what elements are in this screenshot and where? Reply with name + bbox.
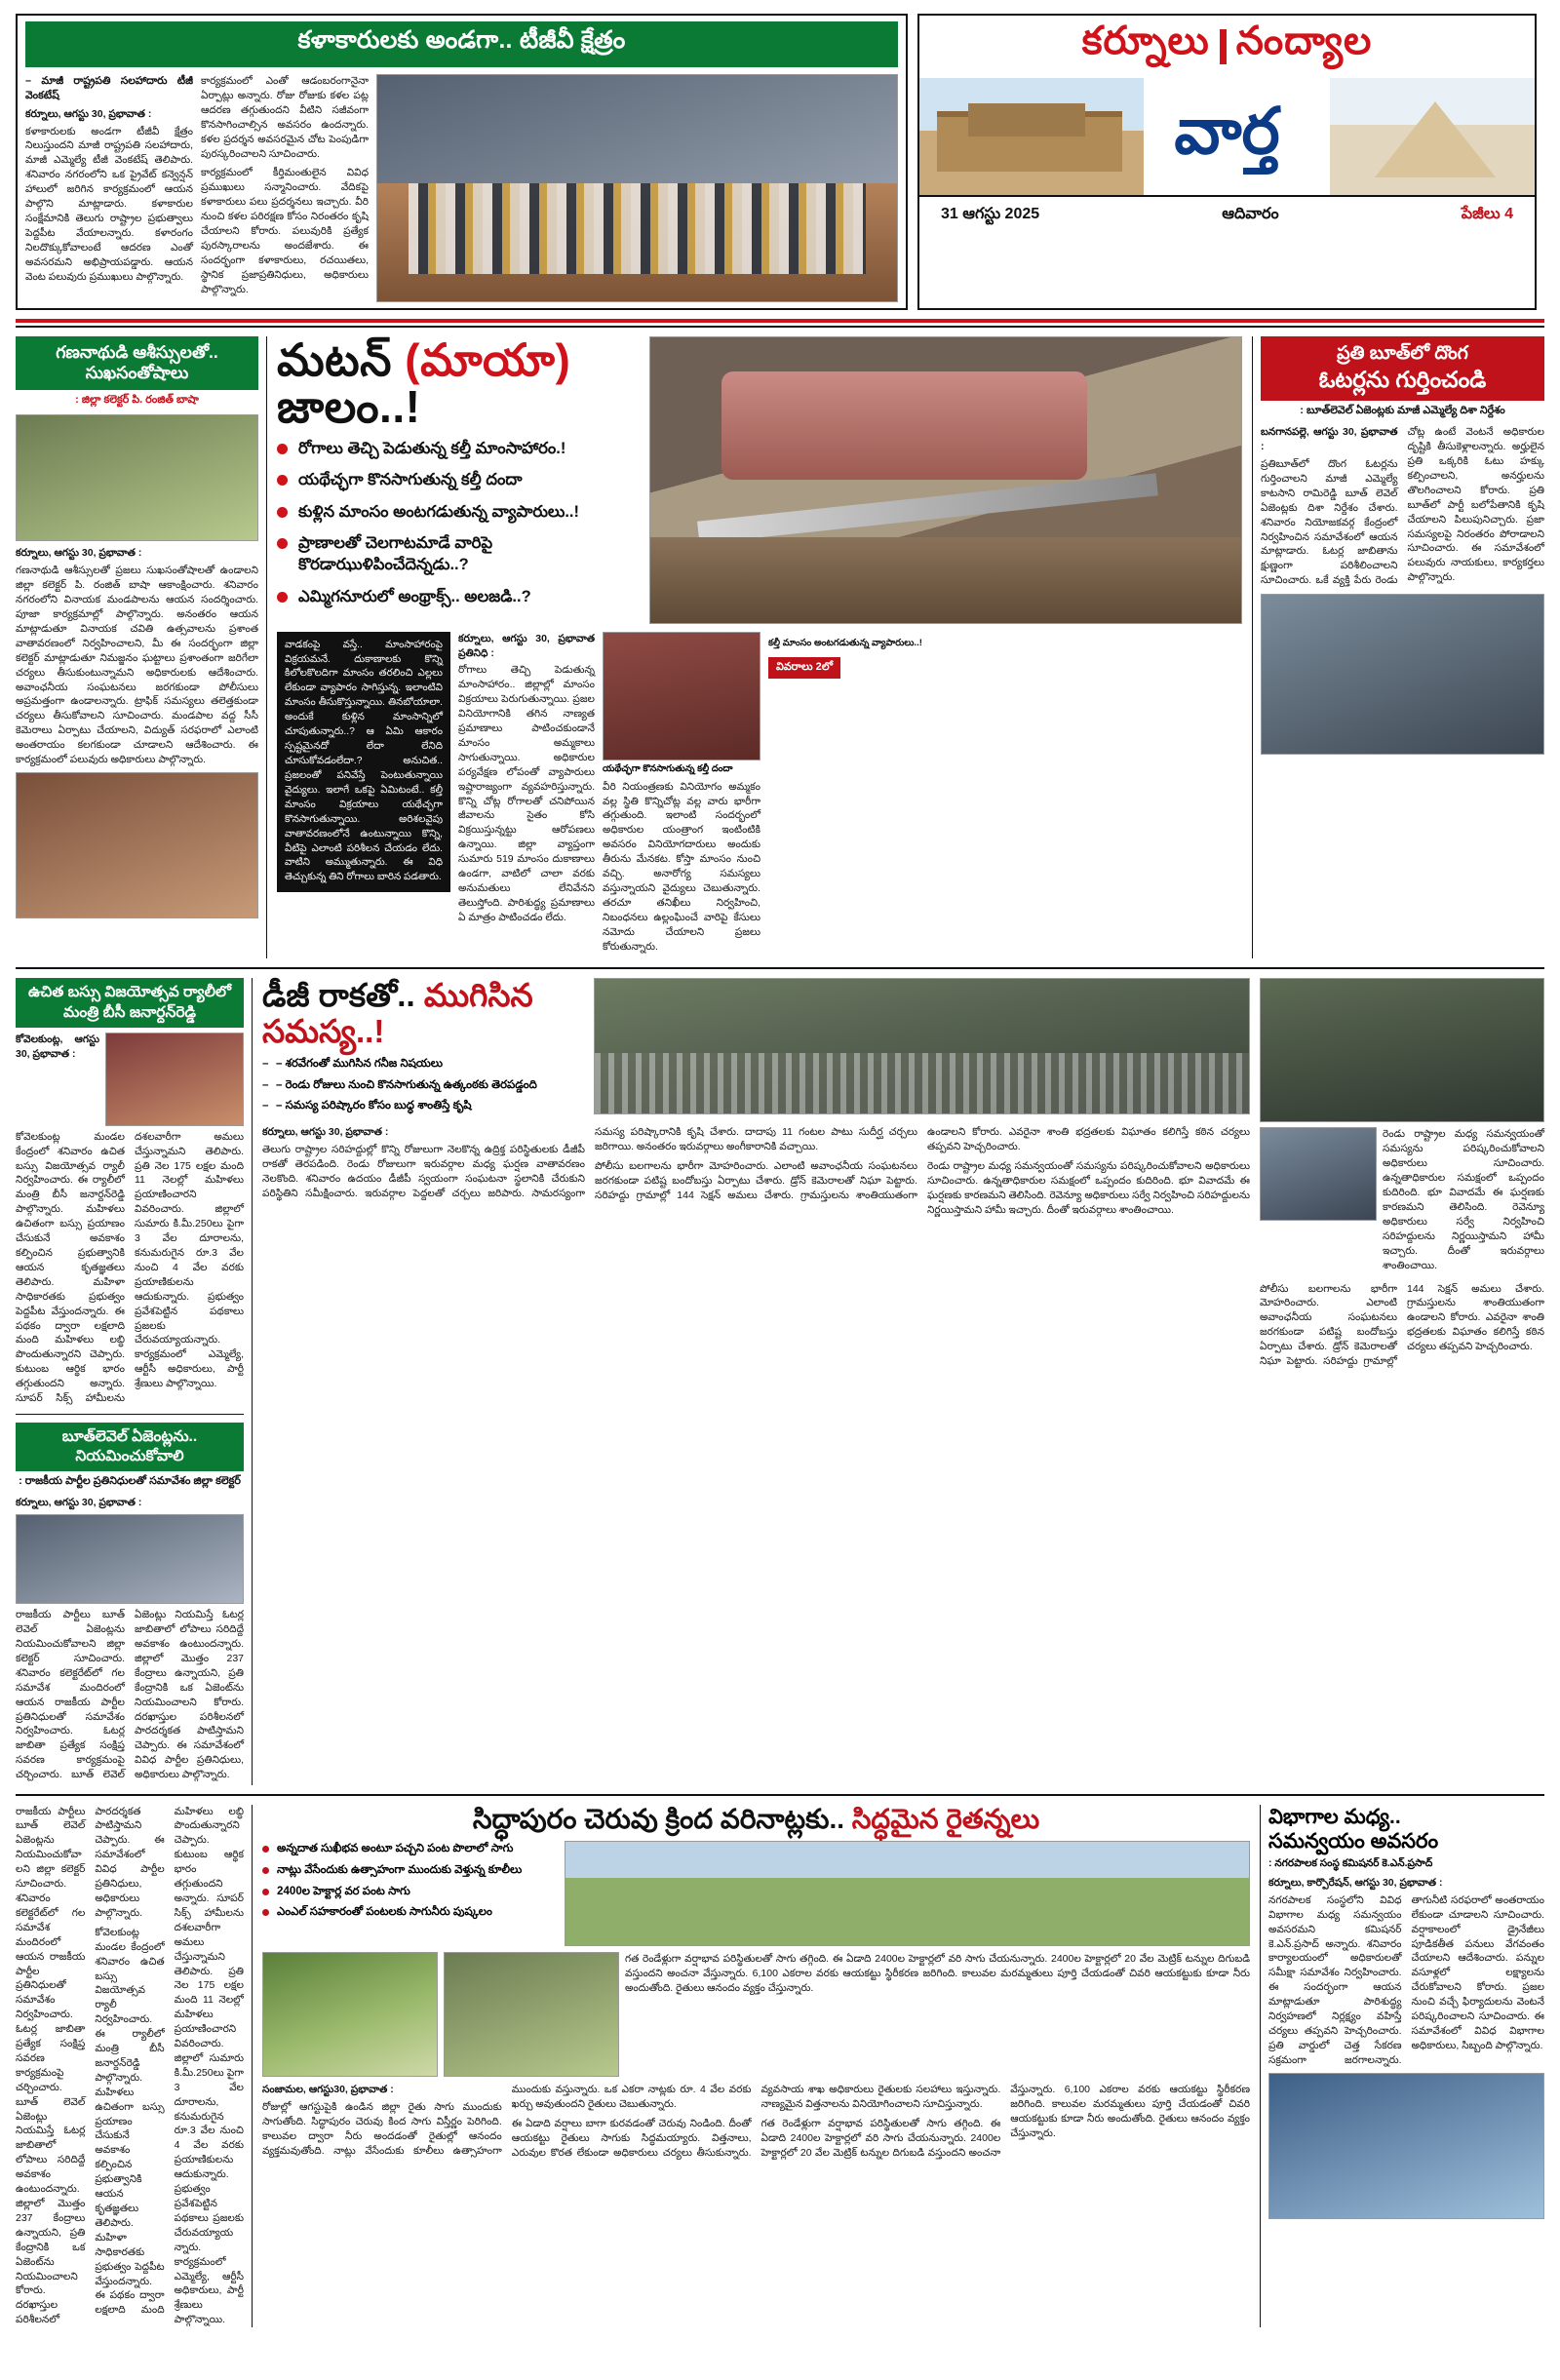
dgp-text-1: తెలుగు రాష్ట్రాల సరిహద్దుల్లో కొన్ని రోజులుగా నెలకొన్న ఉద్రిక్త పరిస్థితులకు డీజీపీ రాకతో తెరపడింది. రెండు రోజులుగా ఇరువర్గాల మధ్య ఘర్షణ వాతావరణం నెలకొంది. శనివారం ఉదయం డీజీపీ స్వయంగా సంఘటనా స్థలానికి చేరుకుని పరిస్థితిని సమీక్షించారు. ఇరువర్గాల పెద్దలతో చర్చలు జరిపారు. సామరస్యంగా సమస్య పరిష్కారానికి కృషి చేశారు. దాదాపు 11 గంటల పాటు సుదీర్ఘ చర్చలు జరిగాయి. అనంతరం ఇరువర్గాలు అంగీకారానికి వచ్చాయి. <box>262 1125 917 1199</box>
booth-meeting-photo <box>1261 594 1544 755</box>
bla-meeting-photo <box>16 1514 244 1604</box>
divider-black-3 <box>16 1794 1544 1796</box>
ganapati-dateline: కర్నూలు, ఆగస్టు 30, ప్రభావాత : <box>16 547 142 560</box>
mutton-main-story <box>277 333 1242 959</box>
mutton-hanging-photo <box>603 632 760 761</box>
ganapati-subhead: : జిల్లా కలెక్టర్ పి. రంజిత్ బాషా <box>75 394 199 407</box>
masthead-page-count: పేజీలు 4 <box>1461 206 1513 222</box>
coordination-text: నగరపాలక సంస్థలోని వివిధ విభాగాల మధ్య సమన్వయం అవసరమని కమిషనర్ కె.ఎన్.ప్రసాద్ అన్నారు. శనివారం కార్యాలయంలో అధికారులతో సమీక్షా సమావేశం నిర్వహించారు. ఈ సందర్భంగా ఆయన మాట్లాడుతూ పారిశుద్ధ్య నిర్వహణలో నిర్లక్ష్యం వహిస్తే చర్యలు తప్పవని హెచ్చరించారు. ప్రతి వార్డులో చెత్త సేకరణ సక్రమంగా జరగాలన్నారు. తాగునీటి సరఫరాలో అంతరాయం లేకుండా చూడాలని సూచించారు. వర్షాకాలంలో డ్రైనేజీలు పూడికతీత పనులు వేగవంతం చేయాలని ఆదేశించారు. పన్నుల వసూళ్లలో లక్ష్యాలను చేరుకోవాలని కోరారు. ప్రజల నుంచి వచ్చే ఫిర్యాదులను వెంటనే పరిష్కరించాలని సూచించారు. ఈ సమావేశంలో వివిధ విభాగాల అధికారులు, సిబ్బంది పాల్గొన్నారు. <box>1268 1893 1544 2066</box>
top-story-column-2 <box>201 74 369 302</box>
masthead-edition-left: కర్నూలు <box>1081 20 1210 62</box>
free-bus-rally-photo <box>105 1033 244 1126</box>
section-mutton <box>16 333 1544 959</box>
paddy-bullet-3: 2400ల హెక్టార్ల వర పంట సాగు <box>262 1884 555 1899</box>
mutton-headline <box>277 333 640 432</box>
free-bus-text: కోవెలకుంట్ల మండల కేంద్రంలో శనివారం ఉచిత బస్సు విజయోత్సవ ర్యాలీ నిర్వహించారు. ఈ ర్యాలీలో మంత్రి బీసీ జనార్దన్‌రెడ్డి పాల్గొన్నారు. మహిళలు ఉచితంగా బస్సు ప్రయాణం చేసుకునే అవకాశం కల్పించిన ప్రభుత్వానికి ఆయన కృతజ్ఞతలు తెలిపారు. మహిళా సాధికారతకు ప్రభుత్వం పెద్దపీట వేస్తుందన్నారు. ఈ పథకం ద్వారా లక్షలాది మంది మహిళలు లబ్ధి పొందుతున్నారని చెప్పారు. కుటుంబ ఆర్థిక భారం తగ్గుతుందని అన్నారు. సూపర్ సిక్స్ హామీలను దశలవారీగా అమలు చేస్తున్నామని తెలిపారు. ప్రతి నెల 175 లక్షల మంది 11 నెలల్లో మహిళలు ప్రయాణించారని వివరించారు. జిల్లాలో సుమారు కి.మీ.250లు పైగా 3 వేల దూరాలను, కనుమరుగైన రూ.3 వేల నుంచి 4 వేల వరకు ప్రయాణికులను ఆదుకున్నారు. ప్రభుత్వం ప్రవేశపెట్టిన పథకాలు ప్రజలకు చేరువయ్యాయన్నారు. కార్యక్రమంలో ఎమ్మెల్యే, ఆర్టీసీ అధికారులు, పార్టీ శ్రేణులు పాల్గొన్నాయి. <box>16 1130 244 1405</box>
divider-red <box>16 319 1544 323</box>
top-story-text-2: కార్యక్రమంలో ఎంతో ఆడంబరంగానైనా ఏర్పాట్లు అన్నారు. రోజు రోజుకు కళల పట్ల ఆదరణ తగ్గుతుందని వీటిని సజీవంగా కొనసాగించాల్సిన అవసరం ఉందన్నారు. కళల ప్రదర్శన అవసరమైన చోట పెంపుడిగా పురస్కరించాలని సూచించారు. <box>201 75 369 160</box>
mutton-bullet-list <box>277 438 640 607</box>
booth-dateline: బనగానపల్లె, ఆగస్టు 30, ప్రభావాత : <box>1261 426 1398 453</box>
mutton-photo-caption-a: యథేచ్ఛగా కొనసాగుతున్న కల్తీ దందా <box>603 762 733 774</box>
booth-text: ప్రతిబూత్‌లో దొంగ ఓటర్లను గుర్తించాలని మాజీ ఎమ్మెల్యే కాటసాని రామిరెడ్డి బూత్ లెవెల్ ఏజెంట్లకు దిశా నిర్దేశం చేశారు. శనివారం నియోజకవర్గ కేంద్రంలో నిర్వహించిన సమావేశంలో ఆయన మాట్లాడారు. ఓటర్ల జాబితాను క్షుణ్ణంగా పరిశీలించాలని సూచించారు. ఒకే వ్యక్తి పేరు రెండు చోట్ల ఉంటే వెంటనే అధికారుల దృష్టికి తీసుకెళ్లాలన్నారు. అర్హులైన ప్రతి ఒక్కరికి ఓటు హక్కు కల్పించాలని, అనర్హులను తొలగించాలని కోరారు. ప్రతి బూత్‌లో పార్టీ బలోపేతానికి కృషి చేయాలని పిలుపునిచ్చారు. ప్రజా సమస్యలపై నిరంతరం పోరాడాలని సూచించారు. ఈ సమావేశంలో పలువురు నాయకులు, కార్యకర్తలు పాల్గొన్నారు. <box>1261 426 1544 587</box>
dgp-dateline: కర్నూలు, ఆగస్టు 30, ప్రభావాత : <box>262 1125 389 1138</box>
ganapati-photo-2 <box>16 772 258 918</box>
dgp-story <box>262 978 1250 1784</box>
bla-text: రాజకీయ పార్టీలు బూత్ లెవెల్ ఏజెంట్లను నియమించుకోవాలని జిల్లా కలెక్టర్ సూచించారు. శనివారం కలెక్టరేట్‌లో గల సమావేశ మందిరంలో ఆయన రాజకీయ పార్టీల ప్రతినిధులతో సమావేశం నిర్వహించారు. ఓటర్ల జాబితా ప్రత్యేక సంక్షిప్త సవరణ కార్యక్రమంపై చర్చించారు. బూత్ లెవెల్ ఏజెంట్లు నియమిస్తే ఓటర్ల జాబితాలో లోపాలు సరిదిద్దే అవకాశం ఉంటుందన్నారు. జిల్లాలో మొత్తం 237 కేంద్రాలు ఉన్నాయని, ప్రతి కేంద్రానికి ఒక ఏజెంట్‌ను నియమించాలని కోరారు. దరఖాస్తుల పరిశీలనలో పారదర్శకత పాటిస్తామని చెప్పారు. ఈ సమావేశంలో వివిధ పార్టీల ప్రతినిధులు, అధికారులు పాల్గొన్నారు. <box>16 1609 244 1781</box>
paddy-headline-b: సిద్ధమైన రైతన్నలు <box>851 1803 1040 1834</box>
masthead-day: ఆదివారం <box>1222 206 1279 222</box>
coordination-photo <box>1268 2073 1544 2219</box>
top-story-dateline: కర్నూలు, ఆగస్టు 30, ప్రభావాత : <box>25 107 152 120</box>
mutton-blackbox <box>277 632 450 893</box>
bla-subhead: : రాజకీయ పార్టీల ప్రతినిధులతో సమావేశం జిల్లా కలెక్టర్ <box>19 1475 241 1488</box>
paddy-bullet-4: ఎంఎల్ సహకారంతో పంటలకు సాగునీరు పుష్కలం <box>262 1904 555 1920</box>
paddy-bullet-list <box>262 1841 555 1920</box>
mutton-headline-c: జాలం..! <box>277 380 421 432</box>
bla-dateline: కర్నూలు, ఆగస్టు 30, ప్రభావాత : <box>16 1497 142 1509</box>
free-bus-headline <box>16 978 244 1027</box>
bla-headline-b: నియమించుకోవాలి <box>75 1448 184 1465</box>
dgp-text-3: రెండు రాష్ట్రాల మధ్య సమన్వయంతో సమస్యను పరిష్కరించుకోవాలని అధికారులు సూచించారు. ఉన్నతాధికారుల సమక్షంలో ఒప్పందం కుదిరింది. భూ వివాదమే ఈ ఘర్షణకు కారణమని తెలిసింది. రెవెన్యూ అధికారులు సర్వే నిర్వహించి సరిహద్దులను నిర్ణయిస్తామని హామీ ఇచ్చారు. దీంతో ఇరువర్గాలు శాంతించాయి. <box>927 1159 1250 1216</box>
top-banner-row <box>16 14 1544 310</box>
top-story-headline: కళాకారులకు అండగా.. టీజీవీ క్షేత్రం <box>25 21 898 67</box>
dgp-side-text: రెండు రాష్ట్రాల మధ్య సమన్వయంతో సమస్యను పరిష్కరించుకోవాలని అధికారులు సూచించారు. ఉన్నతాధికారుల సమక్షంలో ఒప్పందం కుదిరింది. భూ వివాదమే ఈ ఘర్షణకు కారణమని తెలిసింది. రెవెన్యూ అధికారులు సర్వే నిర్వహించి సరిహద్దులను నిర్ణయిస్తామని హామీ ఇచ్చారు. దీంతో ఇరువర్గాలు శాంతించాయి. <box>1383 1128 1544 1271</box>
divider-left-col <box>16 1414 244 1415</box>
free-bus-headline-a: ఉచిత బస్సు విజయోత్సవ ర్యాలీలో <box>28 984 231 1001</box>
paddy-dateline: సంజామల, ఆగస్టు30, ప్రభావాత : <box>262 2084 394 2096</box>
dgp-bullet-1: – – శరవేగంతో ముగిసిన గనీజ నిషయలు <box>262 1056 584 1072</box>
paddy-headline <box>262 1805 1250 1835</box>
coordination-dateline: కర్నూలు, కార్పొరేషన్, ఆగస్టు 30, ప్రభావాత : <box>1268 1876 1443 1889</box>
divider-black <box>16 326 1544 328</box>
paddy-bullet-2: నాట్లు వేసేందుకు ఉత్సాహంగా ముందుకు వెళ్తున్న కూలీలు <box>262 1862 555 1878</box>
mutton-headline-b: (మాయా) <box>405 333 571 385</box>
mutton-main-photo <box>649 336 1242 624</box>
dgp-bullet-3: – – సమస్య పరిష్కారం కోసం బుధ్ధ శాంతిస్తే కృషి <box>262 1098 584 1113</box>
booth-headline-a: ప్రతి బూత్‌లో దొంగ <box>1337 342 1468 364</box>
free-bus-dateline: కోవెలకుంట్ల, ఆగస్టు 30, ప్రభావాత : <box>16 1033 99 1060</box>
ganapati-story <box>16 336 267 959</box>
section4-left-text-p1: రాజకీయ పార్టీలు బూత్ లెవెల్ ఏజెంట్లను నియమించుకోవాలని జిల్లా కలెక్టర్ సూచించారు. శనివారం కలెక్టరేట్‌లో గల సమావేశ మందిరంలో ఆయన రాజకీయ పార్టీల ప్రతినిధులతో సమావేశం నిర్వహించారు. ఓటర్ల జాబితా ప్రత్యేక సంక్షిప్త సవరణ కార్యక్రమంపై చర్చించారు. బూత్ లెవెల్ ఏజెంట్లు నియమిస్తే ఓటర్ల జాబితాలో లోపాలు సరిదిద్దే అవకాశం ఉంటుందన్నారు. జిల్లాలో మొత్తం 237 కేంద్రాలు ఉన్నాయని, ప్రతి కేంద్రానికి ఒక ఏజెంట్‌ను నియమించాలని కోరారు. దరఖాస్తుల పరిశీలనలో పారదర్శకత పాటిస్తామని చెప్పారు. ఈ సమావేశంలో వివిధ పార్టీల ప్రతినిధులు, అధికారులు పాల్గొన్నారు. <box>16 1805 165 2326</box>
paddy-text-2: ఈ ఏడాది వర్షాలు బాగా కురవడంతో చెరువు నిండింది. దీంతో ఆయకట్టు రైతులు సాగుకు సిద్ధమయ్యారు. విత్తనాలు, ఎరువుల కొరత లేకుండా అధికారులు చర్యలు తీసుకున్నారు. వ్యవసాయ శాఖ అధికారులు రైతులకు సలహాలు ఇస్తున్నారు. నాణ్యమైన విత్తనాలను వినియోగించాలని సూచిస్తున్నారు. <box>511 2084 1001 2159</box>
free-bus-story <box>16 978 253 1784</box>
coordination-dateline-wrap <box>1268 1876 1544 1891</box>
masthead-title: వార్త <box>1174 95 1280 167</box>
top-story-subhead: – మాజీ రాష్ట్రపతి సలహాదారు టీజీ వెంకటేష్ <box>25 75 193 102</box>
section4-left-text <box>16 1805 244 2328</box>
dgp-headline-b: ముగిసిన సమస్య..! <box>262 977 533 1049</box>
masthead-date: 31 ఆగస్టు 2025 <box>941 206 1040 222</box>
ganapati-headline: గణనాథుడి ఆశీస్సులతో.. సుఖసంతోషాలు <box>16 336 258 391</box>
mutton-bullet-5: ఎమ్మిగనూరులో అంథ్రాక్స్.. అలజడి..? <box>277 586 640 607</box>
free-bus-headline-b: మంత్రి బీసీ జనార్దన్‌రెడ్డి <box>63 1003 196 1021</box>
section4-left-text-p2: కోవెలకుంట్ల మండల కేంద్రంలో శనివారం ఉచిత బస్సు విజయోత్సవ ర్యాలీ నిర్వహించారు. ఈ ర్యాలీలో మంత్రి బీసీ జనార్దన్‌రెడ్డి పాల్గొన్నారు. మహిళలు ఉచితంగా బస్సు ప్రయాణం చేసుకునే అవకాశం కల్పించిన ప్రభుత్వానికి ఆయన కృతజ్ఞతలు తెలిపారు. మహిళా సాధికారతకు ప్రభుత్వం పెద్దపీట వేస్తుందన్నారు. ఈ పథకం ద్వారా లక్షలాది మంది మహిళలు లబ్ధి పొందుతున్నారని చెప్పారు. కుటుంబ ఆర్థిక భారం తగ్గుతుందని అన్నారు. సూపర్ సిక్స్ హామీలను దశలవారీగా అమలు చేస్తున్నామని తెలిపారు. ప్రతి నెల 175 లక్షల మంది 11 నెలల్లో మహిళలు ప్రయాణించారని వివరించారు. జిల్లాలో సుమారు కి.మీ.250లు పైగా 3 వేల దూరాలను, కనుమరుగైన రూ.3 వేల నుంచి 4 వేల వరకు ప్రయాణికులను ఆదుకున్నారు. ప్రభుత్వం ప్రవేశపెట్టిన పథకాలు ప్రజలకు చేరువయ్యాయన్నారు. కార్యక్రమంలో ఎమ్మెల్యే, ఆర్టీసీ అధికారులు, పార్టీ శ్రేణులు పాల్గొన్నాయి. <box>95 1805 244 2326</box>
mutton-photo-caption-b: కల్తీ మాంసం అంటగడుతున్న వ్యాపారులు..! <box>768 637 922 648</box>
top-story-text-1: కళాకారులకు అండగా టీజీవీ క్షేత్రం నిలుస్తుందని మాజీ రాష్ట్రపతి సలహాదారు, మాజీ ఎమ్మెల్యే టీజీ వెంకటేష్ తెలిపారు. శనివారం నగరంలోని ఒక ప్రైవేట్ కన్వెన్షన్ హాలులో జరిగిన కార్యక్రమంలో ఆయన పాల్గొని మాట్లాడారు. కళాకారుల సంక్షేమానికి తెలుగు రాష్ట్రాల ప్రభుత్వాలు పెద్దపీట వేయాలన్నారు. కళారంగం నిలదొక్కుకోవాలంటే ఆదరణ ఎంతో అవసరమని అభిప్రాయపడ్డారు. ఆయన వెంట పలువురు ప్రముఖులు పాల్గొన్నారు. <box>25 125 193 283</box>
section-dgp <box>16 978 1544 1784</box>
mutton-bullet-1: రోగాలు తెచ్చి పెడుతున్న కల్తీ మాంసాహారం.! <box>277 438 640 459</box>
section4-left-continuation <box>16 1805 253 2328</box>
top-story-text-3: కార్యక్రమంలో కీర్తిమంతులైన వివిధ ప్రముఖులు సన్మానించారు. వేదికపై కళాకారులు పలు ప్రదర్శనలు ఇచ్చారు. వీరి నుంచి కళల పరిరక్షణ కోసం నిరంతరం కృషి చేయాలని కోరారు. పలువురికి ప్రత్యేక పురస్కారాలను అందజేశారు. ఈ సందర్భంగా కళాకారులు, రచయితలు, స్థానిక ప్రజాప్రతినిధులు, అధికారులు పాల్గొన్నారు. <box>201 167 369 295</box>
mutton-text-col2: రోగాలు తెచ్చి పెడుతున్న మాంసాహారం.. జిల్లాల్లో మాంసం విక్రయాలు పెరుగుతున్నాయి. ప్రజల వినియోగానికి తగిన నాణ్యత ప్రమాణాలు పాటించకుండానే మాంసం అమ్మకాలు సాగుతున్నాయి. అధికారుల పర్యవేక్షణ లోపంతో వ్యాపారులు ఇష్టారాజ్యంగా వ్యవహరిస్తున్నారు. కొన్ని చోట్ల రోగాలతో చనిపోయిన జీవాలను సైతం కోసి విక్రయిస్తున్నట్టు ఆరోపణలు ఉన్నాయి. జిల్లా వ్యాప్తంగా సుమారు 519 మాంసం దుకాణాలు ఉండగా, వాటిలో చాలా వరకు అనుమతులు లేనివేనని తెలుస్తోంది. పారిశుద్ధ్య ప్రమాణాలు ఏ మాత్రం పాటించడం లేదు. <box>458 664 595 923</box>
mutton-more-tag: వివరాలు 2లో <box>768 657 840 679</box>
dgp-photo-right-1 <box>1260 978 1544 1122</box>
paddy-text-1: రోజుల్లో ఆగస్టుపైకి ఉండిన జిల్లా రైతు సాగు ముందుకు సాగుతోంది. సిద్ధాపురం చెరువు కింద సాగు విస్తీర్ణం పెరిగింది. కాలువల ద్వారా నీరు అందడంతో రైతుల్లో ఆనందం వ్యక్తమవుతోంది. నాట్లు వేసేందుకు కూలీలు ఉత్సాహంగా ముందుకు వస్తున్నారు. ఒక ఎకరా నాట్లకు రూ. 4 వేల వరకు ఖర్చు అవుతుందని రైతులు చెబుతున్నారు. <box>262 2084 752 2157</box>
mutton-dateline: కర్నూలు, ఆగస్టు 30, ప్రభావాత ప్రతినిధి : <box>458 632 595 659</box>
mutton-headline-a: మటన్ <box>277 333 392 385</box>
section-paddy <box>16 1805 1544 2328</box>
mutton-bullet-2: యథేచ్ఛగా కొనసాగుతున్న కల్తీ దందా <box>277 469 640 490</box>
mutton-blackbox-text: వాడకంపై వస్తే.. మాంసాహారంపై విక్రయమనే. దుకాణాలకు కొన్ని కిలోలకొలదిగా మాంసం తరలించి ఎల్లలు లేకుండా వ్యాపారం సాగిస్తున్న. ఇలాంటివి మాంసం తీసుకొస్తున్నాయి. తినబోయాలా. అందుకే కుళ్లిన మాంసాన్నిలో చూపుతున్నారు..? ఆ ఏమి ఆకారం స్పష్టమైనదో లేదా లేనిది చూసుకోవడంలేదా.? అనుచిత.. ప్రజలంతో పనివేస్తే పెంటుతున్నాయి వైద్యులు. ఇలాగే ఒకపై ఏమిటంటే.. కల్తీ మాంసం విక్రయాలు యథేచ్ఛగా కొనసాగుతున్నాయి. అరిశలవైపు వాతావరణంలోనే ఉంటున్నాయి కొన్ని, వీటిపై ఎలాంటి పరిశీలన చేయడం లేదు. వాటిని అమ్ముతున్నారు. ఈ విధి తెచ్చుకున్న తిని రోగాలు బారిన పడతారు. <box>285 639 443 883</box>
dgp-crowd-photo <box>594 978 1250 1114</box>
booth-subhead: : బూత్‌లెవెల్ ఏజెంట్లకు మాజీ ఎమ్మెల్యే దిశా నిర్దేశం <box>1300 405 1505 417</box>
booth-headline-b: ఓటర్లను గుర్తించండి <box>1318 367 1487 393</box>
booth-headline <box>1261 336 1544 402</box>
bla-headline <box>16 1423 244 1471</box>
top-story-photo <box>376 74 898 302</box>
ganapati-photo-1 <box>16 414 258 541</box>
masthead-edition-right: నంద్యాల <box>1235 20 1373 62</box>
dgp-side-photos <box>1260 978 1544 1784</box>
divider-black-2 <box>16 967 1544 969</box>
mutton-text-col3a <box>603 780 760 955</box>
bla-headline-a: బూత్‌లెవెల్ ఏజెంట్లను.. <box>61 1427 198 1445</box>
dgp-headline-a: డీజీ రాకతో.. <box>262 977 415 1014</box>
ganapati-text: గణనాథుడి ఆశీస్సులతో ప్రజలు సుఖసంతోషాలతో ఉండాలని జిల్లా కలెక్టర్ పి. రంజిత్ బాషా ఆకాంక్షించారు. శనివారం నగరంలోని వినాయక మండపాలను ఆయన సందర్శించారు. పూజా కార్యక్రమాల్లో పాల్గొన్నారు. అనంతరం ఆయన మాట్లాడుతూ వినాయక చవితి ఉత్సవాలను ప్రశాంత వాతావరణంలో నిర్వహించాలని, మీ ఈ సందర్భంగా జిల్లా కలెక్టర్ మాట్లాడుతూ నిమజ్జనం ఘట్టాలు ప్రశాంతంగా జరిగేలా చర్యలు తీసుకుంటున్నామని అధికారులకు ఆదేశించారు. అవాంఛనీయ సంఘటనలు జరగకుండా పోలీసులు అప్రమత్తంగా ఉండాలన్నారు. ట్రాఫిక్ సమస్యలు తలెత్తకుండా చర్యలు తీసుకోవాలని సూచించారు. మండపాల వద్ద సీసీ కెమెరాలు ఏర్పాటు చేయాలని, విద్యుత్ సరఫరాలో ఎలాంటి అంతరాయం కలగకుండా చూడాలని ఆదేశించారు. ఈ కార్యక్రమంలో పలువురు అధికారులు పాల్గొన్నారు. <box>16 565 258 766</box>
top-story-column-1 <box>25 74 193 302</box>
paddy-field-photo-2 <box>444 1952 619 2077</box>
paddy-text-3: గత రెండేళ్లుగా వర్షాభావ పరిస్థితులతో సాగు తగ్గింది. ఈ ఏడాది 2400ల హెక్టార్లలో వరి సాగు చేయనున్నారు. 2400ల హెక్టార్లలో 20 వేల మెట్రిక్ టన్నుల దిగుబడి వస్తుందని అంచనా వేస్తున్నారు. 6,100 ఎకరాల వరకు ఆయకట్టు స్థిరీకరణ జరిగింది. కాలువల మరమ్మతులు పూర్తి చేయడంతో చివరి ఆయకట్టుకు కూడా నీరు అందుతోంది. రైతులు ఆనందం వ్యక్తం చేస్తున్నారు. <box>760 2084 1250 2159</box>
paddy-canal-photo <box>565 1841 1250 1946</box>
dgp-text-2: పోలీసు బలగాలను భారీగా మోహరించారు. ఎలాంటి అవాంఛనీయ సంఘటనలు జరగకుండా పటిష్ట బందోబస్తు ఏర్పాటు చేశారు. డ్రోన్ కెమెరాలతో నిఘా పెట్టారు. సరిహద్దు గ్రామాల్లో 144 సెక్షన్ అమలు చేశారు. గ్రామస్తులను శాంతియుతంగా ఉండాలని కోరారు. ఎవరైనా శాంతి భద్రతలకు విఘాతం కలిగిస్తే కఠిన చర్యలు తప్పవని హెచ్చరించారు. <box>595 1125 1250 1201</box>
coordination-subhead: : నగరపాలక సంస్థ కమిషనర్ కె.ఎన్.ప్రసాద్ <box>1268 1856 1433 1869</box>
masthead <box>917 14 1537 310</box>
paddy-text-side: గత రెండేళ్లుగా వర్షాభావ పరిస్థితులతో సాగు తగ్గింది. ఈ ఏడాది 2400ల హెక్టార్లలో వరి సాగు చేయనున్నారు. 2400ల హెక్టార్లలో 20 వేల మెట్రిక్ టన్నుల దిగుబడి వస్తుందని అంచనా వేస్తున్నారు. 6,100 ఎకరాల వరకు ఆయకట్టు స్థిరీకరణ జరిగింది. కాలువల మరమ్మతులు పూర్తి చేయడంతో చివరి ఆయకట్టుకు కూడా నీరు అందుతోంది. రైతులు ఆనందం వ్యక్తం చేస్తున్నారు. <box>625 1953 1250 1995</box>
dgp-headline <box>262 978 584 1049</box>
paddy-field-photo-1 <box>262 1952 438 2077</box>
coordination-headline <box>1268 1805 1544 1853</box>
masthead-divider-icon <box>1220 29 1227 64</box>
dgp-side-text-2: పోలీసు బలగాలను భారీగా మోహరించారు. ఎలాంటి అవాంఛనీయ సంఘటనలు జరగకుండా పటిష్ట బందోబస్తు ఏర్పాటు చేశారు. డ్రోన్ కెమెరాలతో నిఘా పెట్టారు. సరిహద్దు గ్రామాల్లో 144 సెక్షన్ అమలు చేశారు. గ్రామస్తులను శాంతియుతంగా ఉండాలని కోరారు. ఎవరైనా శాంతి భద్రతలకు విఘాతం కలిగిస్తే కఠిన చర్యలు తప్పవని హెచ్చరించారు. <box>1260 1282 1544 1368</box>
coordination-headline-b: సమన్వయం అవసరం <box>1268 1829 1439 1853</box>
dgp-bullet-list <box>262 1056 584 1113</box>
mutton-bullet-4: ప్రాణాలతో చెలగాటమాడే వారిపై కొరడాఝుళిపించేదెన్నడు..? <box>277 532 640 576</box>
coordination-headline-a: విభాగాల మధ్య.. <box>1268 1805 1401 1828</box>
mutton-text-col3a-p: వీరి నియంత్రణకు వినియోగం అమ్మకం వల్ల స్థితి కొన్నిచోట్ల వల్ల వారు భారీగా తగ్గుతుంది. ఇలాంటి సందర్భంలో అధికారుల యంత్రాంగ ఇంటింటికి అవసరం వినియోగదారులు అందుకు తీరును మేనకట. కోస్తా మాంసం నుంచి వచ్చి. అనారోగ్య సమస్యలు వస్తున్నాయని వైద్యులు చెబుతున్నారు. తరచూ తనిఖీలు నిర్వహించి, నిబంధనలు ఉల్లంఘించే వారిపై కేసులు నమోదు చేయాలని ప్రజలు కోరుతున్నారు. <box>603 780 760 953</box>
paddy-headline-a: సిద్ధాపురం చెరువు క్రింద వరినాట్లకు.. <box>472 1803 844 1834</box>
mutton-bullet-3: కుళ్లిన మాంసం అంటగడుతున్న వ్యాపారులు..! <box>277 501 640 523</box>
dgp-photo-right-2 <box>1260 1127 1377 1221</box>
paddy-story <box>262 1805 1250 2328</box>
booth-agents-story <box>1252 336 1544 959</box>
top-lead-story <box>16 14 908 310</box>
dgp-bullet-2: – – రెండు రోజులు నుంచి కొనసాగుతున్న ఉత్కంఠకు తెరపడ్డంది <box>262 1077 584 1093</box>
coordination-story <box>1260 1805 1544 2328</box>
paddy-bullet-1: అన్నదాత సుఖీభవ అంటూ పచ్చని పంట పొలాలో సాగు <box>262 1841 555 1856</box>
